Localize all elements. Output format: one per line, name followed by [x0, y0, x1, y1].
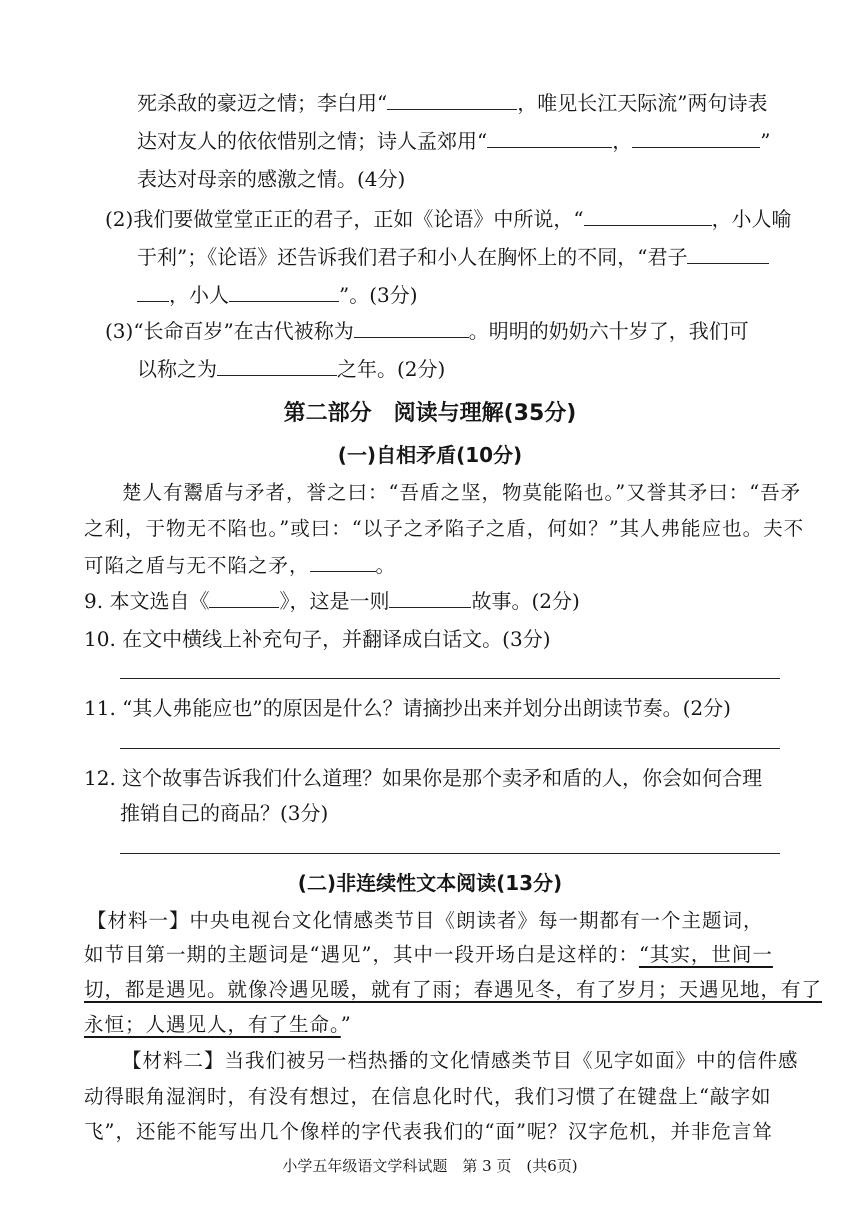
q9-a: 9. 本文选自《: [84, 589, 210, 613]
answer-blank[interactable]: [137, 281, 169, 302]
q8-2-l3b: ”。(3分): [339, 283, 418, 307]
q8-2-l1a: (2)我们要做堂堂正正的君子，正如《论语》中所说，“: [105, 207, 584, 231]
section2-title: (二)非连续性文本阅读(13分): [297, 871, 563, 895]
q8-2-l1b: ，小人喻: [711, 207, 792, 231]
material1-l4: 永恒；人遇见人，有了生命。: [84, 1013, 341, 1036]
material1-l3: 切，都是遇见。就像冷遇见暖，就有了雨；春遇见冬，有了岁月；天遇见地，有了: [84, 978, 823, 1001]
answer-line[interactable]: [120, 678, 780, 679]
answer-blank[interactable]: [387, 89, 517, 110]
q8-3-l2a: 以称之为: [137, 357, 217, 381]
passage-end: 。: [375, 554, 397, 577]
q8-line1-a: 死杀敌的豪迈之情；李白用“: [137, 91, 388, 115]
q8-line1: [137, 88, 767, 118]
q9-c: 故事。(2分): [471, 589, 580, 613]
q8-3-line1: [105, 316, 749, 346]
answer-blank[interactable]: [209, 587, 279, 608]
passage-line3-text: 可陷之盾与无不陷之矛，: [84, 554, 310, 577]
q8-line1-b: ，唯见长江天际流”两句诗表: [517, 91, 768, 115]
q9-b: 》，这是一则: [279, 589, 390, 613]
answer-blank[interactable]: [389, 587, 471, 608]
q8-2-line3: [137, 280, 418, 310]
q9: [84, 586, 580, 616]
q8-2-line1: [105, 204, 792, 234]
answer-blank[interactable]: [310, 551, 376, 572]
answer-blank[interactable]: [354, 317, 469, 338]
material1-line3: [84, 975, 822, 1005]
answer-blank[interactable]: [632, 127, 760, 148]
q8-line2-c: ”: [760, 129, 771, 153]
q8-2-l2: 于利”；《论语》还告诉我们君子和小人在胸怀上的不同，“君子: [137, 245, 688, 269]
q8-line2-a: 达对友人的依依惜别之情；诗人孟郊用“: [137, 129, 488, 153]
passage-line3: [84, 551, 396, 581]
q8-line3: [137, 164, 405, 194]
answer-blank[interactable]: [229, 281, 339, 302]
q8-3-l2b: 之年。(2分): [337, 357, 446, 381]
material1-line4: [84, 1010, 352, 1040]
passage-line1: 楚人有鬻盾与矛者，誉之曰：“吾盾之坚，物莫能陷也。”又誉其矛曰：“吾矛: [122, 481, 802, 504]
q8-line2-b: ，: [612, 129, 633, 153]
part2-title: 第二部分 阅读与理解(35分): [283, 401, 577, 426]
material1-line2: [84, 940, 773, 970]
material1-l2b: “其实，世间一: [638, 943, 773, 966]
answer-blank[interactable]: [217, 355, 337, 376]
q12-line1: 12. 这个故事告诉我们什么道理？如果你是那个卖矛和盾的人，你会如何合理: [84, 766, 763, 790]
q8-3-l1a: (3)“长命百岁”在古代被称为: [105, 319, 354, 343]
q8-line2: [137, 126, 770, 156]
material2-line2: 动得眼角湿润时，有没有想过，在信息化时代，我们习惯了在键盘上“敲字如: [84, 1085, 772, 1108]
answer-line[interactable]: [120, 853, 780, 854]
q8-3-line2: [137, 354, 445, 384]
material1-l4end: ”: [340, 1013, 352, 1036]
page-footer: 小学五年级语文学科试题 第 3 页 (共6页): [282, 1157, 578, 1175]
material2-line3: 飞”，还能不能写出几个像样的字代表我们的“面”呢？汉字危机，并非危言耸: [84, 1120, 773, 1143]
q8-2-line2: [137, 242, 769, 272]
answer-blank[interactable]: [687, 243, 769, 264]
answer-blank[interactable]: [487, 127, 612, 148]
answer-blank[interactable]: [584, 205, 712, 226]
material1-l2a: 如节目第一期的主题词是“遇见”，其中一段开场白是这样的：: [84, 943, 639, 966]
material2-line1: 【材料二】当我们被另一档热播的文化情感类节目《见字如面》中的信件感: [122, 1049, 799, 1072]
answer-line[interactable]: [120, 748, 780, 749]
q8-line3-text: 表达对母亲的感激之情。(4分): [137, 167, 406, 191]
q10: 10. 在文中横线上补充句子，并翻译成白话文。(3分): [84, 627, 551, 651]
passage-line2: 之利，于物无不陷也。”或曰：“以子之矛陷子之盾，何如？”其人弗能应也。夫不: [84, 517, 805, 540]
material1-line1: 【材料一】中央电视台文化情感类节目《朗读者》每一期都有一个主题词，: [87, 909, 764, 932]
q8-3-l1b: 。明明的奶奶六十岁了，我们可: [468, 319, 749, 343]
q8-2-l3a: ，小人: [169, 283, 229, 307]
q12-line2: 推销自己的商品？(3分): [120, 801, 329, 825]
q11: 11. “其人弗能应也”的原因是什么？请摘抄出来并划分出朗读节奏。(2分): [84, 696, 731, 720]
section1-title: (一)自相矛盾(10分): [337, 443, 523, 467]
